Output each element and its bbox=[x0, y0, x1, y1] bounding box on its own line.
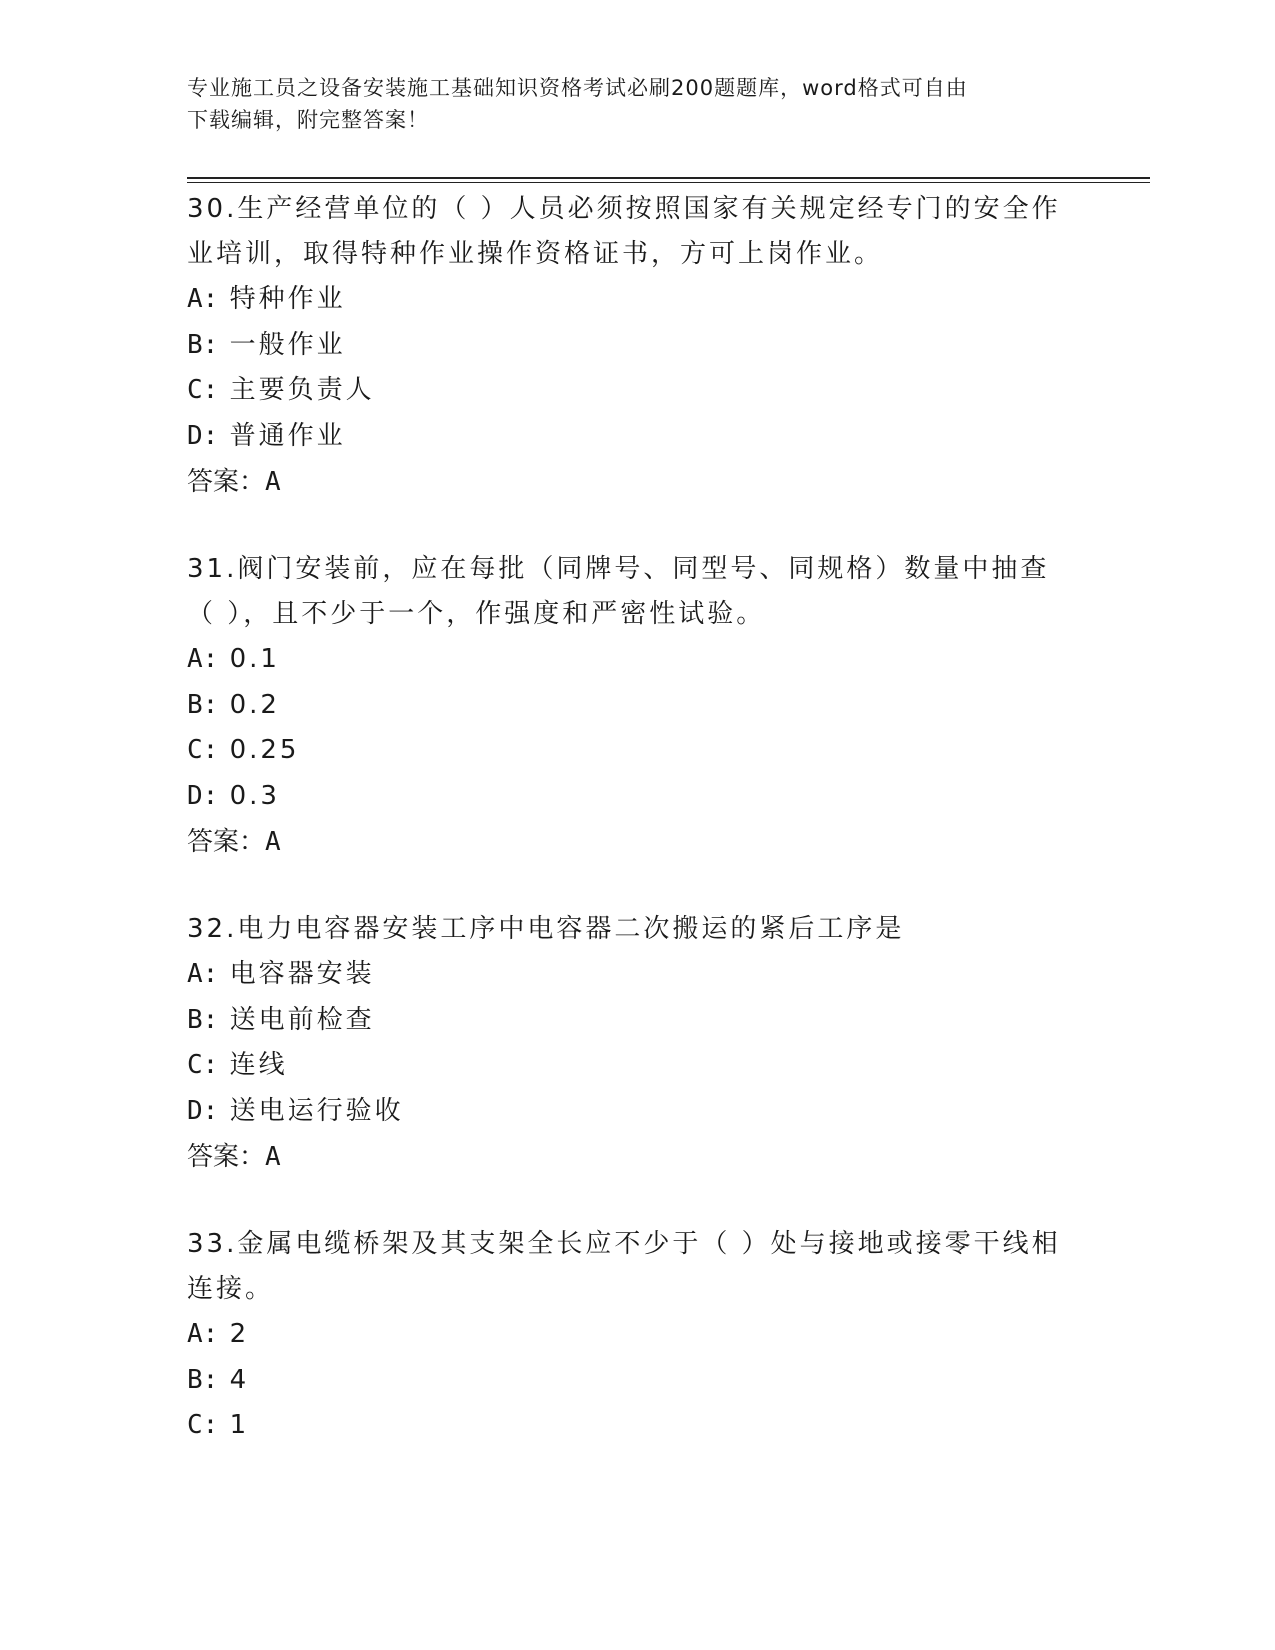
option-text: 电容器安装 bbox=[229, 959, 375, 989]
question-text: 33.金属电缆桥架及其支架全长应不少于（ ）处与接地或接零干线相连接。 bbox=[187, 1229, 1061, 1304]
option-letter: A: bbox=[187, 644, 219, 674]
option-letter: D: bbox=[187, 420, 219, 451]
option-b bbox=[187, 323, 1067, 369]
option-letter: A: bbox=[187, 959, 219, 989]
option-letter: B: bbox=[187, 689, 219, 720]
option-letter: B: bbox=[187, 1364, 219, 1395]
answer-value: A bbox=[265, 1142, 281, 1172]
option-text: 1 bbox=[229, 1410, 250, 1440]
option-letter: C: bbox=[187, 735, 219, 765]
header-line-2: 下载编辑，附完整答案！ bbox=[187, 108, 429, 132]
header-divider-thick bbox=[187, 177, 1150, 179]
option-letter: C: bbox=[187, 375, 219, 405]
option-text: 主要负责人 bbox=[229, 375, 375, 405]
document-header bbox=[187, 72, 1067, 136]
option-letter: A: bbox=[187, 284, 219, 314]
question-text: 31.阀门安装前，应在每批（同牌号、同型号、同规格）数量中抽查（ ），且不少于一个，作强度和严密性试验。 bbox=[187, 554, 1050, 629]
question-32 bbox=[187, 907, 1067, 1180]
option-c bbox=[187, 1043, 1067, 1089]
option-letter: D: bbox=[187, 1095, 219, 1126]
answer-label: 答案： bbox=[187, 467, 266, 497]
option-a bbox=[187, 952, 1067, 998]
option-letter: C: bbox=[187, 1410, 219, 1440]
answer-value: A bbox=[265, 827, 281, 857]
option-text: 送电运行验收 bbox=[229, 1095, 404, 1126]
option-d bbox=[187, 774, 1067, 820]
option-b bbox=[187, 998, 1067, 1044]
option-d bbox=[187, 414, 1067, 460]
answer-line bbox=[187, 459, 1067, 505]
answer-label: 答案： bbox=[187, 827, 266, 857]
option-letter: C: bbox=[187, 1050, 219, 1080]
option-b bbox=[187, 683, 1067, 729]
option-c bbox=[187, 368, 1067, 414]
option-text: 2 bbox=[229, 1319, 250, 1349]
option-text: 0.3 bbox=[229, 780, 280, 811]
option-letter: B: bbox=[187, 329, 219, 360]
option-d bbox=[187, 1089, 1067, 1135]
option-text: 连线 bbox=[229, 1050, 288, 1080]
answer-line bbox=[187, 819, 1067, 865]
answer-label: 答案： bbox=[187, 1142, 266, 1172]
answer-line bbox=[187, 1134, 1067, 1180]
option-a bbox=[187, 277, 1067, 323]
option-c bbox=[187, 1403, 1067, 1449]
question-list bbox=[187, 187, 1067, 1491]
question-text: 30.生产经营单位的（ ）人员必须按照国家有关规定经专门的安全作业培训，取得特种作业操作资格证书，方可上岗作业。 bbox=[187, 194, 1061, 269]
option-a bbox=[187, 1312, 1067, 1358]
header-line-1: 专业施工员之设备安装施工基础知识资格考试必刷200题题库，word格式可自由 bbox=[187, 76, 968, 100]
option-b bbox=[187, 1358, 1067, 1404]
option-letter: B: bbox=[187, 1004, 219, 1035]
option-c bbox=[187, 728, 1067, 774]
question-30 bbox=[187, 187, 1067, 505]
option-text: 4 bbox=[229, 1364, 250, 1395]
question-33 bbox=[187, 1222, 1067, 1449]
option-a bbox=[187, 637, 1067, 683]
option-text: 0.1 bbox=[229, 644, 280, 674]
option-text: 0.25 bbox=[229, 735, 300, 765]
question-text: 32.电力电容器安装工序中电容器二次搬运的紧后工序是 bbox=[187, 914, 905, 944]
option-text: 普通作业 bbox=[229, 420, 346, 451]
option-letter: D: bbox=[187, 780, 219, 811]
option-text: 送电前检查 bbox=[229, 1004, 375, 1035]
question-31 bbox=[187, 547, 1067, 865]
option-text: 一般作业 bbox=[229, 329, 346, 360]
header-divider-thin bbox=[187, 182, 1150, 183]
option-text: 特种作业 bbox=[229, 284, 346, 314]
option-text: 0.2 bbox=[229, 689, 280, 720]
answer-value: A bbox=[265, 467, 281, 497]
option-letter: A: bbox=[187, 1319, 219, 1349]
